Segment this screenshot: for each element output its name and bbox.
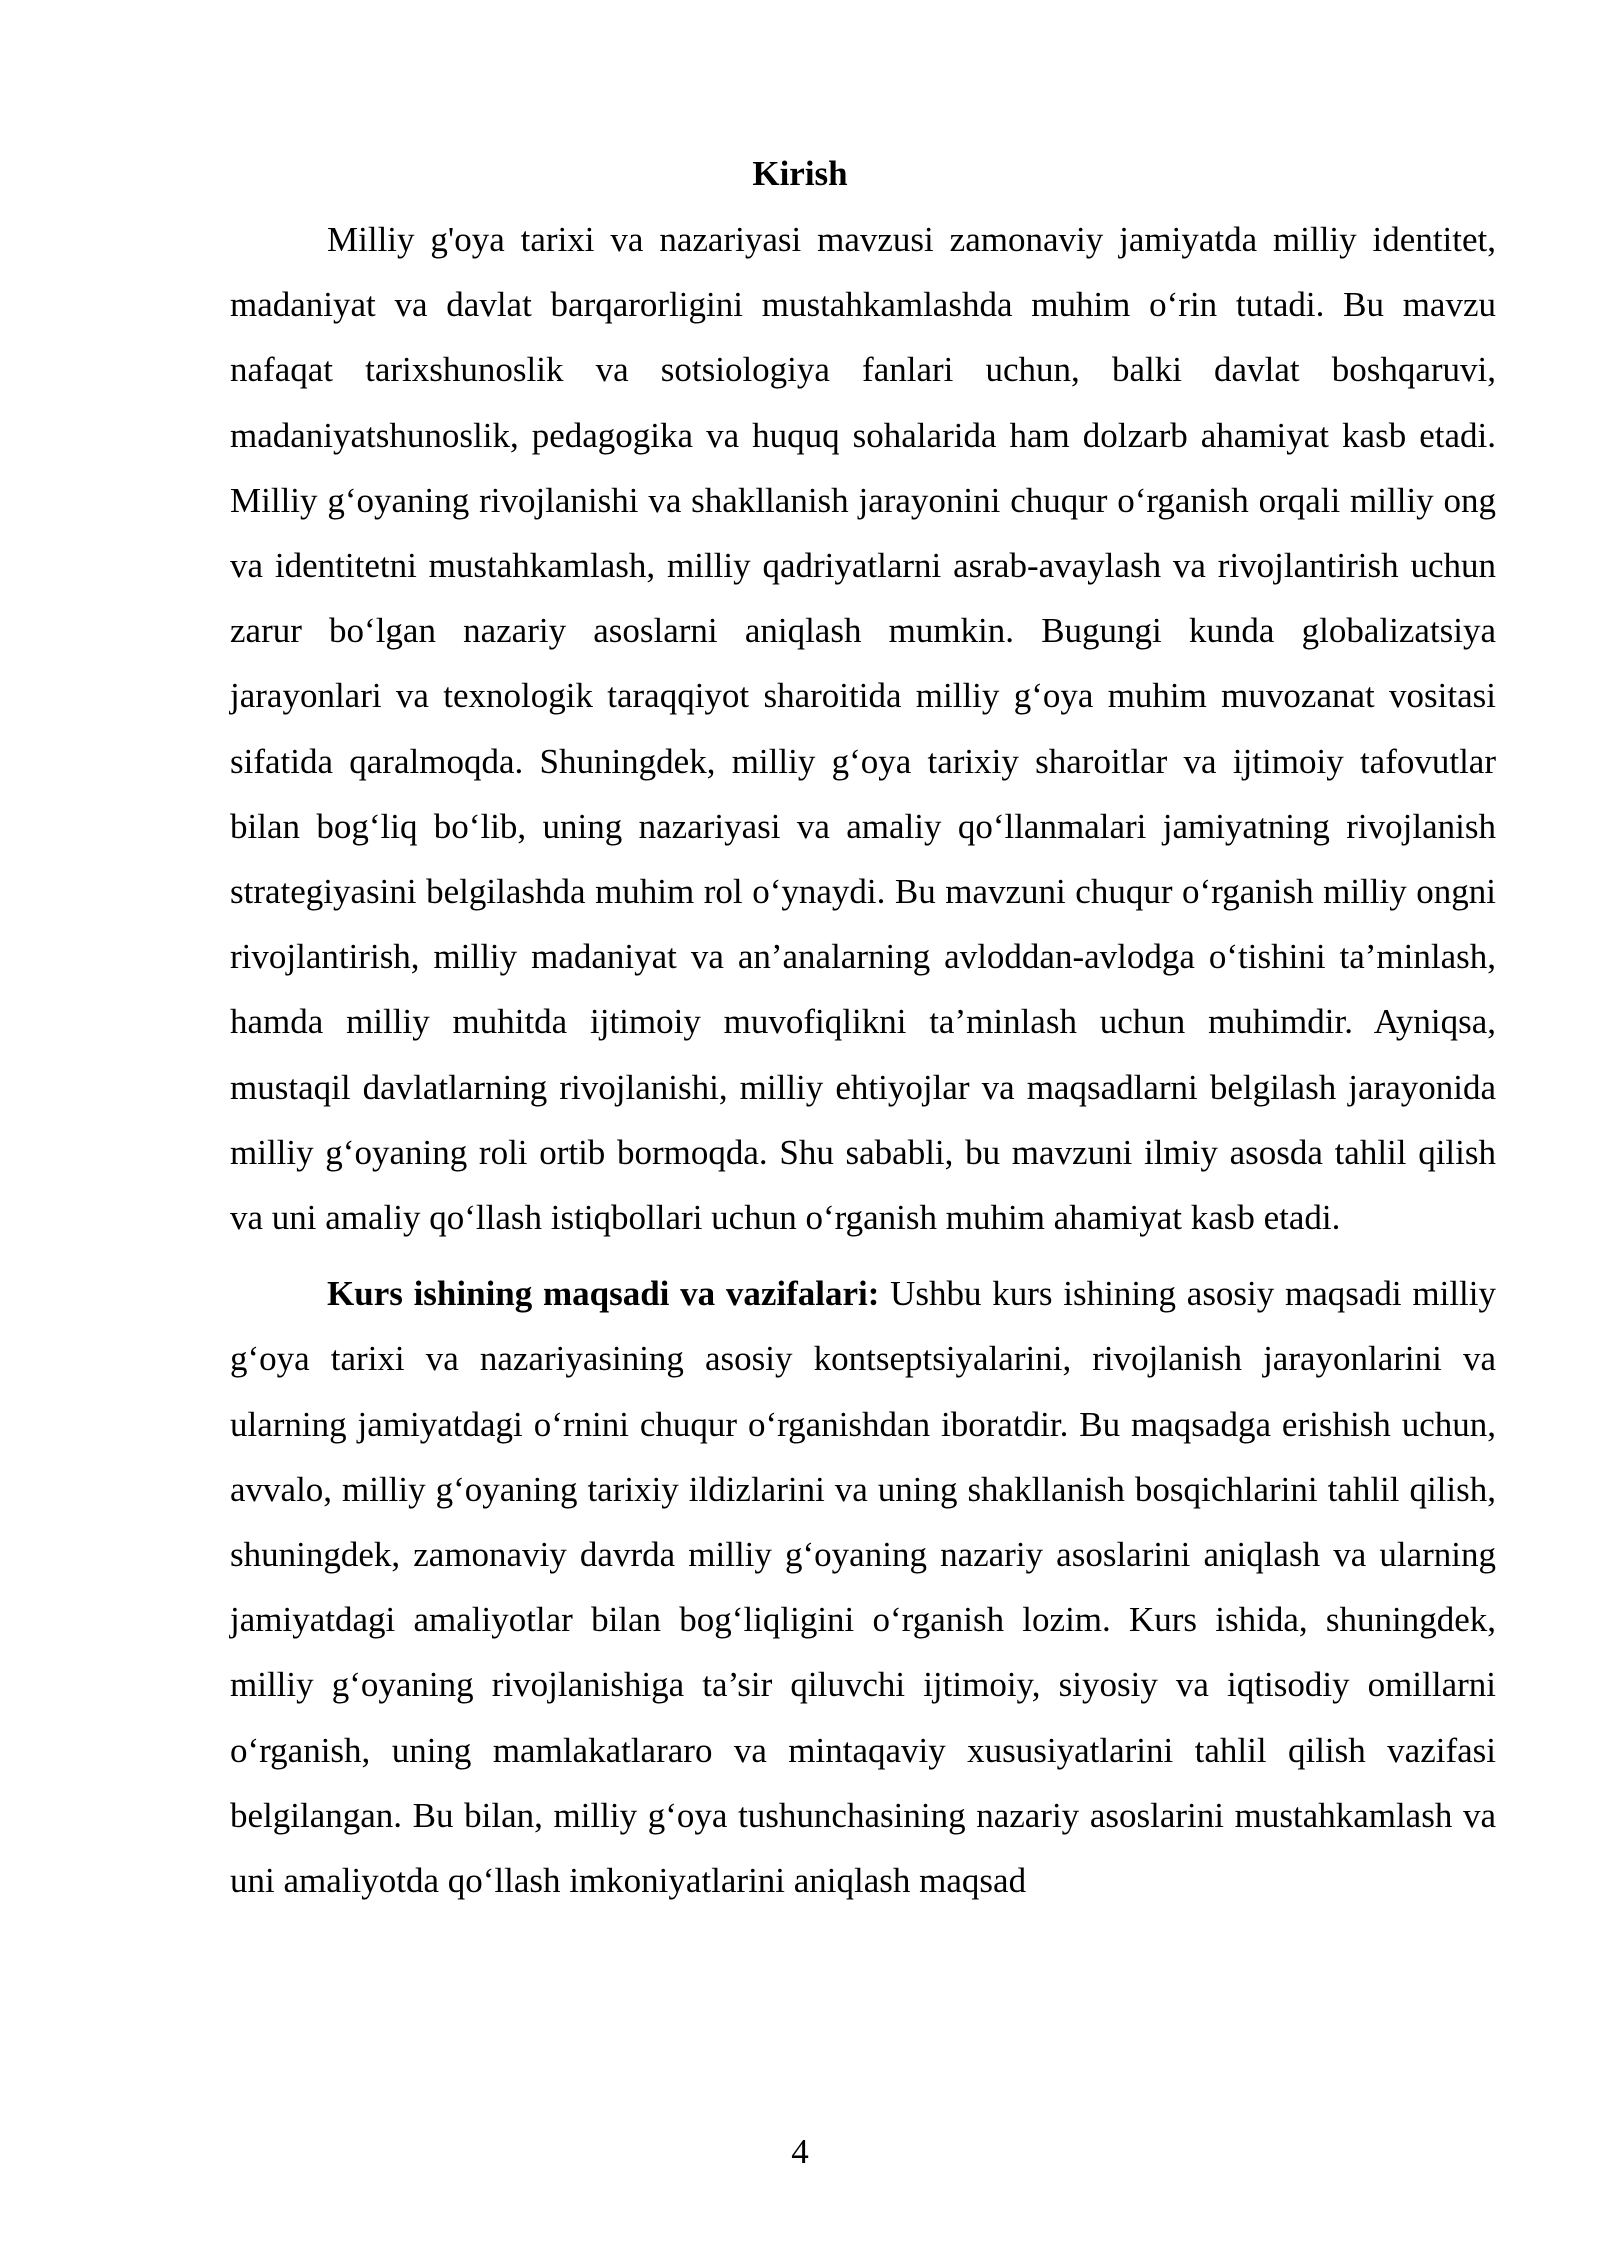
page-number: 4 bbox=[791, 2132, 809, 2171]
goals-paragraph bbox=[230, 1261, 1496, 1913]
goals-body-text: Ushbu kurs ishining asosiy maqsadi milliy g‘oya tarixi va nazariyasining asosiy kontseptsiyalarini, rivojlanish jarayonlarini va ularning jamiyatdagi o‘rnini chuqur o‘rganishdan iboratdir. Bu maqsadga erishish uchun, avvalo, milliy g‘oyaning tarixiy ildizlarini va uning shakllanish bosqichlarini tahlil qilish, shuningdek, zamonaviy davrda milliy g‘oyaning nazariy asoslarini aniqlash va ularning jamiyatdagi amaliyotlar bilan bog‘liqligini o‘rganish lozim. Kurs ishida, shuningdek, milliy g‘oyaning rivojlanishiga ta’sir qiluvchi ijtimoiy, siyosiy va iqtisodiy omillarni o‘rganish, uning mamlakatlararo va mintaqaviy xususiyatlarini tahlil qilish vazifasi belgilangan. Bu bilan, milliy g‘oya tushunchasining nazariy asoslarini mustahkamlash va uni amaliyotda qo‘llash imkoniyatlarini aniqlash maqsad bbox=[230, 1274, 1496, 1901]
section-heading: Kirish bbox=[752, 154, 848, 193]
intro-paragraph: Milliy g'oya tarixi va nazariyasi mavzusi zamonaviy jamiyatda milliy identitet, madaniyat va davlat barqarorligini mustahkamlashda muhim o‘rin tutadi. Bu mavzu nafaqat tarixshunoslik va sotsiologiya fanlari uchun, balki davlat boshqaruvi, madaniyatshunoslik, pedagogika va huquq sohalarida ham dolzarb ahamiyat kasb etadi. Milliy g‘oyaning rivojlanishi va shakllanish jarayonini chuqur o‘rganish orqali milliy ong va identitetni mustahkamlash, milliy qadriyatlarni asrab-avaylash va rivojlantirish uchun zarur bo‘lgan nazariy asoslarni aniqlash mumkin. Bugungi kunda globalizatsiya jarayonlari va texnologik taraqqiyot sharoitida milliy g‘oya muhim muvozanat vositasi sifatida qaralmoqda. Shuningdek, milliy g‘oya tarixiy sharoitlar va ijtimoiy tafovutlar bilan bog‘liq bo‘lib, uning nazariyasi va amaliy qo‘llanmalari jamiyatning rivojlanish strategiyasini belgilashda muhim rol o‘ynaydi. Bu mavzuni chuqur o‘rganish milliy ongni rivojlantirish, milliy madaniyat va an’analarning avloddan-avlodga o‘tishini ta’minlash, hamda milliy muhitda ijtimoiy muvofiqlikni ta’minlash uchun muhimdir. Ayniqsa, mustaqil davlatlarning rivojlanishi, milliy ehtiyojlar va maqsadlarni belgilash jarayonida milliy g‘oyaning roli ortib bormoqda. Shu sababli, bu mavzuni ilmiy asosda tahlil qilish va uni amaliy qo‘llash istiqbollari uchun o‘rganish muhim ahamiyat kasb etadi. bbox=[230, 220, 1496, 1238]
goals-lead-text: Kurs ishining maqsadi va vazifalari: bbox=[327, 1274, 880, 1314]
body-text bbox=[230, 207, 1496, 1913]
